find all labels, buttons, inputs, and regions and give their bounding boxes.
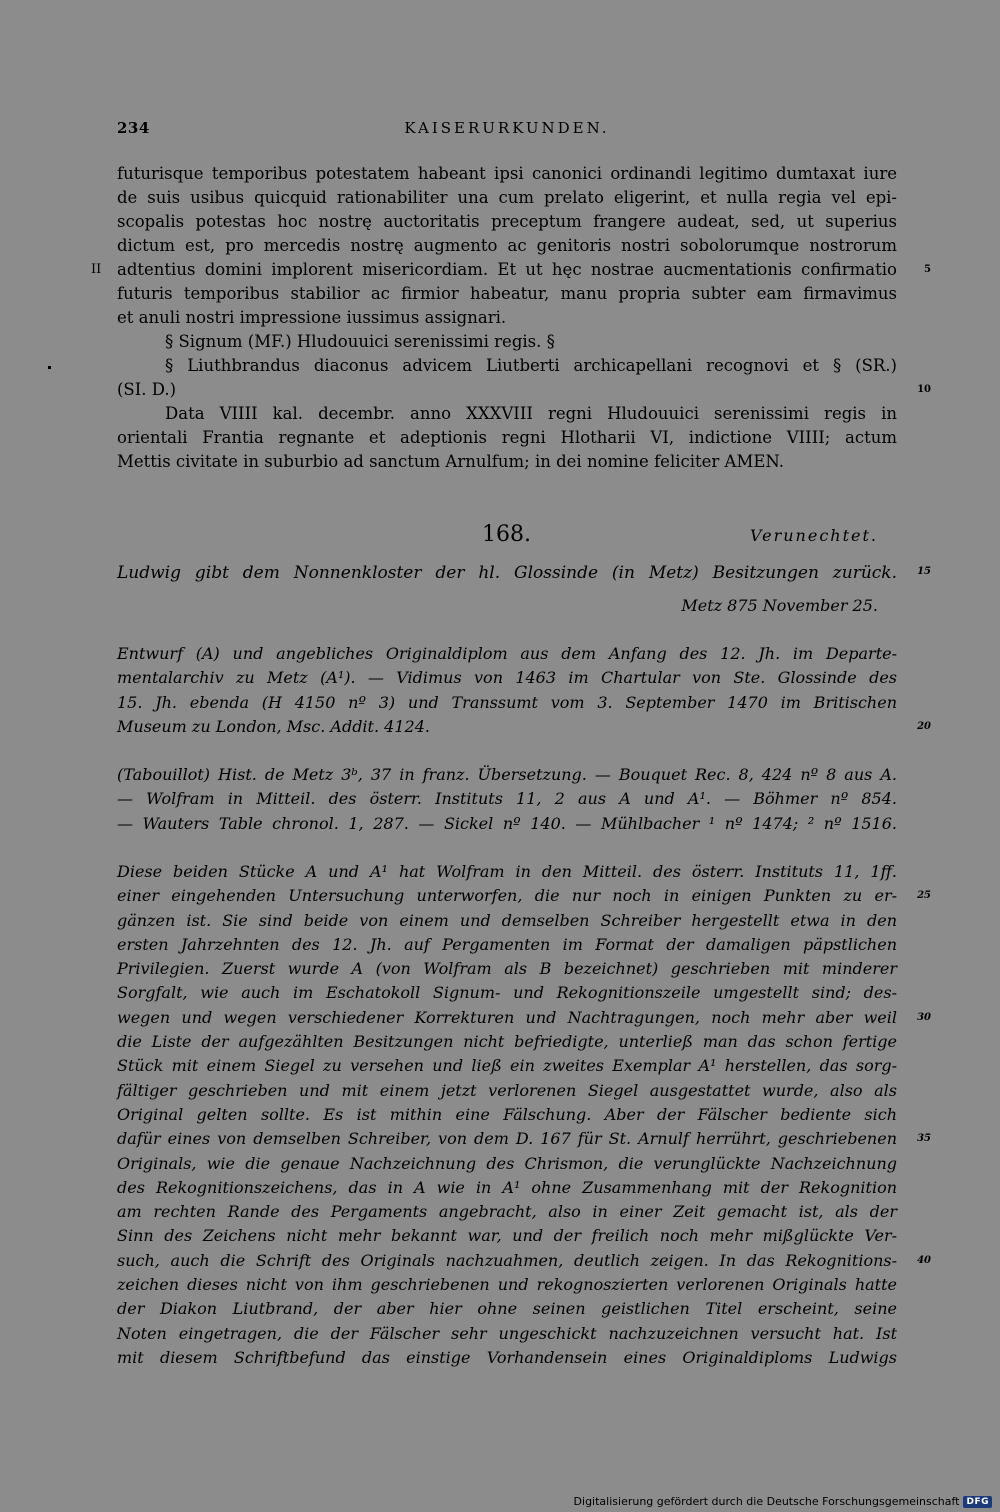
text-line [117,1006,931,1030]
text-line [117,1273,897,1297]
text-line-content: scopalis potestas hoc nostrę auctoritatis preceptum frangere audeat, sed, ut superius [117,212,897,231]
text-line-content: dictum est, pro mercedis nostrę augmento ac genitoris nostri sobolorumque nostrorum [117,236,897,255]
document-title-text: Ludwig gibt dem Nonnenkloster der hl. Glossinde (in Metz) Besitzungen zurück. [117,563,897,583]
text-line-content: § Liuthbrandus diaconus advicem Liutberti archicapellani recognovi et § (SR.) [165,356,897,375]
text-line-content: Mettis civitate in suburbio ad sanctum Arnulfum; in dei nomine feliciter AMEN. [117,452,785,471]
text-line-content: die Liste der aufgezählten Besitzungen nicht befriedigte, unterließ man das schon fertige [117,1032,897,1052]
text-line [117,1200,897,1224]
text-line [117,1054,897,1078]
text-line [117,1346,897,1370]
margin-marker: II [91,262,102,277]
text-line [117,186,897,210]
text-line [117,1249,931,1273]
text-line-content: § Signum (MF.) Hludouuici serenissimi regis. § [165,332,555,351]
text-line-content: et anuli nostri impressione iussimus assignari. [117,308,507,327]
document-title [117,560,931,586]
text-line [117,642,897,666]
commentary-section [117,860,931,1370]
text-line-content: Data VIIII kal. decembr. anno XXXVIII regni Hludouuici serenissimi regis in [165,404,897,423]
text-line-content: adtentius domini implorent misericordiam. Et ut hęc nostrae aucmentationis confirmatio [117,260,897,279]
line-number: 25 [917,890,931,902]
line-number: 5 [924,264,931,275]
text-line-content: Originals, wie die genaue Nachzeichnung des Chrismon, die verunglückte Nachzeichnung [117,1153,897,1173]
text-line [117,884,931,908]
text-line [117,1079,897,1103]
page-header [117,119,897,143]
text-line-content: such, auch die Schrift des Originals nachzuahmen, deutlich zeigen. In das Rekognitions- [117,1250,897,1270]
text-line [117,1297,897,1321]
text-line-content: Sinn des Zeichens nicht mehr bekannt war, und der freilich noch mehr mißglückte Ver- [117,1226,897,1246]
margin-dot [48,366,51,369]
tradition-section [117,642,931,739]
page-number: 234 [117,119,150,137]
text-line-content: de suis usibus quicquid rationabiliter una cum prelato eligerint, et nulla regia vel epi- [117,188,897,207]
text-line [117,450,897,474]
text-line-content: ersten Jahrzehnten des 12. Jh. auf Pergamenten im Format der damaligen päpstlichen [117,934,897,954]
literature-section [117,763,897,836]
charter-text [91,162,931,474]
text-line [117,957,897,981]
text-line-content: Diese beiden Stücke A und A¹ hat Wolfram in den Mitteil. des österr. Instituts 11, 1ff. [117,862,897,881]
text-line [117,763,897,787]
text-line [117,860,897,884]
text-line [117,354,897,378]
text-line [117,282,897,306]
text-line-content: fältiger geschrieben und mit einem jetzt verlorenen Siegel ausgestattet wurde, also als [117,1080,897,1100]
text-line-content: (SI. D.) [117,380,177,399]
document-status: Verunechtet. [750,526,878,545]
text-line-content: orientali Frantia regnante et adeptionis regni Hlotharii VI, indictione VIIII; actum [117,428,897,447]
line-number: 15 [917,566,931,577]
text-line [117,426,897,450]
running-title: KAISERURKUNDEN. [404,119,610,137]
text-line [117,715,931,739]
line-number: 30 [917,1011,931,1023]
text-line-content: mit diesem Schriftbefund das einstige Vorhandensein eines Originaldiploms Ludwigs [117,1347,897,1367]
text-line-content: Entwurf (A) und angebliches Originaldiplom aus dem Anfang des 12. Jh. im Departe- [117,644,897,663]
text-line-content: Noten eingetragen, die der Fälscher sehr ungeschickt nachzuzeichnen versucht hat. Ist [117,1323,897,1343]
text-line [117,981,897,1005]
text-line [117,330,897,354]
text-line [117,1103,897,1127]
text-line-content: mentalarchiv zu Metz (A¹). — Vidimus von 1463 im Chartular von Ste. Glossinde des [117,668,897,688]
text-line [117,909,897,933]
text-line-content: Privilegien. Zuerst wurde A (von Wolfram als B bezeichnet) geschrieben mit minderer [117,959,897,979]
text-line-content: einer eingehenden Untersuchung unterworfen, die nur noch in einigen Punkten zu er- [117,886,897,906]
text-line [117,787,897,811]
text-line-content: Original gelten sollte. Es ist mithin eine Fälschung. Aber der Fälscher bediente sich [117,1104,897,1124]
text-line-content: am rechten Rande des Pergaments angebracht, also in einer Zeit gemacht ist, als der [117,1202,897,1222]
text-line-content: zeichen dieses nicht von ihm geschriebenen und rekognoszierten verlorenen Originals hatte [117,1275,897,1295]
text-line [91,258,931,282]
document-place-date: Metz 875 November 25. [681,596,878,615]
text-line-content: 15. Jh. ebenda (H 4150 nº 3) und Transsumt vom 3. September 1470 im Britischen [117,692,897,712]
text-line-content: wegen und wegen verschiedener Korrekturen und Nachtragungen, noch mehr aber weil [117,1007,897,1027]
text-line [117,666,897,690]
line-number: 35 [917,1133,931,1145]
text-line [117,402,897,426]
footer-text: Digitalisierung gefördert durch die Deutsche Forschungsgemeinschaft [573,1495,960,1508]
line-number: 20 [917,720,931,732]
text-line-content: — Wolfram in Mitteil. des österr. Instituts 11, 2 aus A und A¹. — Böhmer nº 854. [117,789,897,809]
text-line [117,210,897,234]
document-number: 168. [482,522,531,547]
text-line [117,1152,897,1176]
text-line [117,812,897,836]
text-line-content: (Tabouillot) Hist. de Metz 3ᵇ, 37 in franz. Übersetzung. — Bouquet Rec. 8, 424 nº 8 aus A. [117,765,897,784]
text-line [117,691,897,715]
dfg-logo: DFG [963,1496,992,1508]
text-line [117,1224,897,1248]
text-line-content: gänzen ist. Sie sind beide von einem und demselben Schreiber hergestellt etwa in den [117,910,897,930]
text-line-content: Stück mit einem Siegel zu versehen und ließ ein zweites Exemplar A¹ herstellen, das sorg- [117,1056,897,1076]
text-line [117,1176,897,1200]
text-line [117,234,897,258]
text-line [117,933,897,957]
text-line [117,1030,897,1054]
text-line-content: futurisque temporibus potestatem habeant ipsi canonici ordinandi legitimo dumtaxat iure [117,164,897,183]
line-number: 40 [917,1254,931,1266]
text-line [117,1127,931,1151]
text-line-content: Museum zu London, Msc. Addit. 4124. [117,716,430,736]
page-footer [574,1495,992,1508]
text-line [117,306,897,330]
text-line-content: dafür eines von demselben Schreiber, von dem D. 167 für St. Arnulf herrührt, geschriebenen [117,1129,897,1149]
text-line-content: des Rekognitionszeichens, das in A wie in A¹ ohne Zusammenhang mit der Rekognition [117,1177,897,1197]
text-line [117,378,931,402]
text-line-content: futuris temporibus stabilior ac firmior habeatur, manu propria subter eam firmavimus [117,284,897,303]
text-line [117,162,897,186]
line-number: 10 [917,384,931,395]
text-line [117,1322,897,1346]
text-line-content: der Diakon Liutbrand, der aber hier ohne seinen geistlichen Titel erscheint, seine [117,1299,897,1319]
text-line-content: — Wauters Table chronol. 1, 287. — Sickel nº 140. — Mühlbacher ¹ nº 1474; ² nº 1516. [117,813,897,833]
text-line-content: Sorgfalt, wie auch im Eschatokoll Signum- und Rekognitionszeile umgestellt sind; des- [117,983,897,1003]
